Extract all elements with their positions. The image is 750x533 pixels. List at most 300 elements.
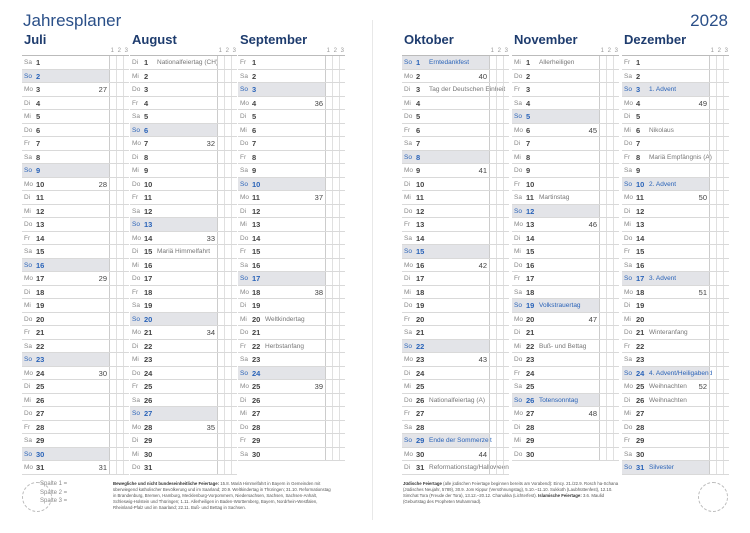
check-columns[interactable] <box>217 326 237 339</box>
day-row[interactable] <box>22 218 129 232</box>
day-row[interactable] <box>238 407 345 421</box>
day-row[interactable] <box>622 313 729 327</box>
check-columns[interactable] <box>217 97 237 110</box>
day-row[interactable] <box>22 137 129 151</box>
check-columns[interactable] <box>217 137 237 150</box>
check-columns[interactable] <box>217 353 237 366</box>
day-row[interactable] <box>22 259 129 273</box>
check-columns[interactable] <box>109 151 129 164</box>
day-row[interactable] <box>238 434 345 448</box>
check-columns[interactable] <box>489 205 509 218</box>
check-columns[interactable] <box>217 205 237 218</box>
day-row[interactable] <box>402 326 509 340</box>
day-row[interactable] <box>402 448 509 462</box>
check-columns[interactable] <box>599 245 619 258</box>
day-row[interactable] <box>402 137 509 151</box>
check-columns[interactable] <box>709 421 729 434</box>
check-columns[interactable] <box>217 272 237 285</box>
day-row[interactable] <box>22 299 129 313</box>
day-row[interactable] <box>238 137 345 151</box>
check-columns[interactable] <box>599 178 619 191</box>
day-row[interactable] <box>402 245 509 259</box>
day-row[interactable] <box>238 326 345 340</box>
check-columns[interactable] <box>599 97 619 110</box>
day-row[interactable] <box>512 56 619 70</box>
check-columns[interactable] <box>599 380 619 393</box>
day-row[interactable] <box>622 191 729 205</box>
day-row[interactable] <box>22 245 129 259</box>
day-row[interactable] <box>22 70 129 84</box>
check-columns[interactable] <box>489 340 509 353</box>
day-row[interactable] <box>402 164 509 178</box>
day-row[interactable] <box>402 407 509 421</box>
check-columns[interactable] <box>325 151 345 164</box>
check-columns[interactable] <box>109 461 129 474</box>
day-row[interactable] <box>238 299 345 313</box>
day-row[interactable] <box>402 124 509 138</box>
check-columns[interactable] <box>325 326 345 339</box>
check-columns[interactable] <box>709 232 729 245</box>
check-columns[interactable] <box>109 313 129 326</box>
check-columns[interactable] <box>709 299 729 312</box>
day-row[interactable] <box>130 151 237 165</box>
day-row[interactable] <box>22 407 129 421</box>
day-row[interactable] <box>22 56 129 70</box>
check-columns[interactable] <box>325 394 345 407</box>
check-columns[interactable] <box>109 421 129 434</box>
check-columns[interactable] <box>489 191 509 204</box>
check-columns[interactable] <box>217 56 237 69</box>
check-columns[interactable] <box>709 434 729 447</box>
check-columns[interactable] <box>489 461 509 474</box>
check-columns[interactable] <box>109 218 129 231</box>
day-row[interactable] <box>622 461 729 475</box>
check-columns[interactable] <box>325 191 345 204</box>
check-columns[interactable] <box>325 83 345 96</box>
check-columns[interactable] <box>217 448 237 461</box>
check-columns[interactable] <box>217 124 237 137</box>
check-columns[interactable] <box>217 380 237 393</box>
day-row[interactable] <box>622 83 729 97</box>
day-row[interactable] <box>622 380 729 394</box>
day-row[interactable] <box>238 56 345 70</box>
check-columns[interactable] <box>599 151 619 164</box>
day-row[interactable] <box>238 232 345 246</box>
check-columns[interactable] <box>489 448 509 461</box>
check-columns[interactable] <box>217 83 237 96</box>
day-row[interactable] <box>22 340 129 354</box>
check-columns[interactable] <box>489 83 509 96</box>
day-row[interactable] <box>402 56 509 70</box>
day-row[interactable] <box>402 205 509 219</box>
check-columns[interactable] <box>599 191 619 204</box>
check-columns[interactable] <box>109 245 129 258</box>
day-row[interactable] <box>238 272 345 286</box>
day-row[interactable] <box>622 394 729 408</box>
check-columns[interactable] <box>325 164 345 177</box>
day-row[interactable] <box>402 218 509 232</box>
day-row[interactable] <box>402 232 509 246</box>
day-row[interactable] <box>622 56 729 70</box>
day-row[interactable] <box>402 191 509 205</box>
check-columns[interactable] <box>489 97 509 110</box>
check-columns[interactable] <box>325 353 345 366</box>
check-columns[interactable] <box>709 245 729 258</box>
day-row[interactable] <box>238 421 345 435</box>
day-row[interactable] <box>22 110 129 124</box>
day-row[interactable] <box>22 97 129 111</box>
day-row[interactable] <box>130 259 237 273</box>
check-columns[interactable] <box>709 151 729 164</box>
day-row[interactable] <box>622 205 729 219</box>
day-row[interactable] <box>238 286 345 300</box>
day-row[interactable] <box>402 380 509 394</box>
check-columns[interactable] <box>325 137 345 150</box>
check-columns[interactable] <box>325 340 345 353</box>
day-row[interactable] <box>238 191 345 205</box>
check-columns[interactable] <box>325 124 345 137</box>
day-row[interactable] <box>512 97 619 111</box>
day-row[interactable] <box>512 340 619 354</box>
day-row[interactable] <box>130 178 237 192</box>
check-columns[interactable] <box>599 286 619 299</box>
day-row[interactable] <box>512 218 619 232</box>
day-row[interactable] <box>22 272 129 286</box>
check-columns[interactable] <box>217 232 237 245</box>
check-columns[interactable] <box>109 259 129 272</box>
day-row[interactable] <box>238 205 345 219</box>
check-columns[interactable] <box>325 70 345 83</box>
day-row[interactable] <box>130 340 237 354</box>
day-row[interactable] <box>22 380 129 394</box>
check-columns[interactable] <box>217 367 237 380</box>
check-columns[interactable] <box>109 299 129 312</box>
check-columns[interactable] <box>709 340 729 353</box>
day-row[interactable] <box>130 205 237 219</box>
check-columns[interactable] <box>217 110 237 123</box>
check-columns[interactable] <box>599 407 619 420</box>
day-row[interactable] <box>622 259 729 273</box>
day-row[interactable] <box>22 313 129 327</box>
day-row[interactable] <box>130 434 237 448</box>
check-columns[interactable] <box>109 164 129 177</box>
check-columns[interactable] <box>325 367 345 380</box>
check-columns[interactable] <box>109 70 129 83</box>
check-columns[interactable] <box>325 448 345 461</box>
check-columns[interactable] <box>217 245 237 258</box>
day-row[interactable] <box>130 421 237 435</box>
check-columns[interactable] <box>109 97 129 110</box>
day-row[interactable] <box>512 407 619 421</box>
check-columns[interactable] <box>709 124 729 137</box>
day-row[interactable] <box>512 434 619 448</box>
day-row[interactable] <box>622 97 729 111</box>
check-columns[interactable] <box>709 394 729 407</box>
check-columns[interactable] <box>599 394 619 407</box>
day-row[interactable] <box>512 367 619 381</box>
day-row[interactable] <box>622 218 729 232</box>
check-columns[interactable] <box>217 421 237 434</box>
check-columns[interactable] <box>489 110 509 123</box>
day-row[interactable] <box>130 124 237 138</box>
check-columns[interactable] <box>489 218 509 231</box>
check-columns[interactable] <box>709 97 729 110</box>
check-columns[interactable] <box>109 110 129 123</box>
day-row[interactable] <box>22 191 129 205</box>
check-columns[interactable] <box>109 124 129 137</box>
check-columns[interactable] <box>709 367 729 380</box>
day-row[interactable] <box>512 164 619 178</box>
day-row[interactable] <box>512 353 619 367</box>
check-columns[interactable] <box>109 286 129 299</box>
day-row[interactable] <box>238 97 345 111</box>
check-columns[interactable] <box>217 461 237 474</box>
check-columns[interactable] <box>489 367 509 380</box>
day-row[interactable] <box>130 97 237 111</box>
check-columns[interactable] <box>325 56 345 69</box>
check-columns[interactable] <box>709 83 729 96</box>
day-row[interactable] <box>130 299 237 313</box>
check-columns[interactable] <box>489 299 509 312</box>
day-row[interactable] <box>238 313 345 327</box>
check-columns[interactable] <box>709 218 729 231</box>
check-columns[interactable] <box>109 178 129 191</box>
check-columns[interactable] <box>217 164 237 177</box>
check-columns[interactable] <box>325 313 345 326</box>
day-row[interactable] <box>402 353 509 367</box>
day-row[interactable] <box>402 272 509 286</box>
check-columns[interactable] <box>325 232 345 245</box>
day-row[interactable] <box>402 340 509 354</box>
check-columns[interactable] <box>709 56 729 69</box>
check-columns[interactable] <box>599 313 619 326</box>
check-columns[interactable] <box>109 205 129 218</box>
day-row[interactable] <box>22 286 129 300</box>
check-columns[interactable] <box>489 407 509 420</box>
day-row[interactable] <box>622 434 729 448</box>
day-row[interactable] <box>622 367 729 381</box>
check-columns[interactable] <box>489 272 509 285</box>
day-row[interactable] <box>402 434 509 448</box>
check-columns[interactable] <box>109 326 129 339</box>
check-columns[interactable] <box>217 434 237 447</box>
check-columns[interactable] <box>709 164 729 177</box>
day-row[interactable] <box>622 407 729 421</box>
check-columns[interactable] <box>709 286 729 299</box>
day-row[interactable] <box>238 124 345 138</box>
day-row[interactable] <box>512 124 619 138</box>
day-row[interactable] <box>130 407 237 421</box>
day-row[interactable] <box>622 178 729 192</box>
check-columns[interactable] <box>325 299 345 312</box>
check-columns[interactable] <box>599 164 619 177</box>
day-row[interactable] <box>238 70 345 84</box>
day-row[interactable] <box>622 137 729 151</box>
check-columns[interactable] <box>599 421 619 434</box>
day-row[interactable] <box>130 272 237 286</box>
check-columns[interactable] <box>217 313 237 326</box>
check-columns[interactable] <box>489 245 509 258</box>
day-row[interactable] <box>130 232 237 246</box>
check-columns[interactable] <box>109 394 129 407</box>
day-row[interactable] <box>22 394 129 408</box>
day-row[interactable] <box>512 313 619 327</box>
day-row[interactable] <box>512 286 619 300</box>
check-columns[interactable] <box>109 380 129 393</box>
day-row[interactable] <box>402 83 509 97</box>
check-columns[interactable] <box>489 56 509 69</box>
check-columns[interactable] <box>599 83 619 96</box>
day-row[interactable] <box>22 421 129 435</box>
check-columns[interactable] <box>109 56 129 69</box>
day-row[interactable] <box>238 178 345 192</box>
day-row[interactable] <box>402 421 509 435</box>
check-columns[interactable] <box>599 299 619 312</box>
check-columns[interactable] <box>217 178 237 191</box>
day-row[interactable] <box>238 394 345 408</box>
day-row[interactable] <box>402 178 509 192</box>
check-columns[interactable] <box>217 286 237 299</box>
check-columns[interactable] <box>325 272 345 285</box>
day-row[interactable] <box>512 394 619 408</box>
day-row[interactable] <box>130 56 237 70</box>
day-row[interactable] <box>512 151 619 165</box>
day-row[interactable] <box>622 124 729 138</box>
check-columns[interactable] <box>599 326 619 339</box>
day-row[interactable] <box>22 448 129 462</box>
day-row[interactable] <box>130 110 237 124</box>
check-columns[interactable] <box>489 137 509 150</box>
check-columns[interactable] <box>709 326 729 339</box>
check-columns[interactable] <box>709 205 729 218</box>
day-row[interactable] <box>512 191 619 205</box>
day-row[interactable] <box>622 245 729 259</box>
check-columns[interactable] <box>709 353 729 366</box>
check-columns[interactable] <box>325 218 345 231</box>
check-columns[interactable] <box>325 380 345 393</box>
day-row[interactable] <box>22 461 129 475</box>
day-row[interactable] <box>512 137 619 151</box>
day-row[interactable] <box>622 299 729 313</box>
day-row[interactable] <box>130 137 237 151</box>
check-columns[interactable] <box>109 367 129 380</box>
check-columns[interactable] <box>709 137 729 150</box>
day-row[interactable] <box>130 326 237 340</box>
check-columns[interactable] <box>599 448 619 461</box>
day-row[interactable] <box>238 151 345 165</box>
day-row[interactable] <box>402 367 509 381</box>
check-columns[interactable] <box>109 448 129 461</box>
day-row[interactable] <box>130 380 237 394</box>
check-columns[interactable] <box>109 340 129 353</box>
day-row[interactable] <box>622 448 729 462</box>
check-columns[interactable] <box>489 326 509 339</box>
check-columns[interactable] <box>109 272 129 285</box>
check-columns[interactable] <box>599 137 619 150</box>
day-row[interactable] <box>238 83 345 97</box>
check-columns[interactable] <box>489 286 509 299</box>
check-columns[interactable] <box>489 124 509 137</box>
day-row[interactable] <box>130 313 237 327</box>
check-columns[interactable] <box>109 407 129 420</box>
check-columns[interactable] <box>217 70 237 83</box>
check-columns[interactable] <box>709 272 729 285</box>
check-columns[interactable] <box>489 70 509 83</box>
day-row[interactable] <box>512 178 619 192</box>
check-columns[interactable] <box>325 421 345 434</box>
check-columns[interactable] <box>217 394 237 407</box>
check-columns[interactable] <box>217 218 237 231</box>
day-row[interactable] <box>402 259 509 273</box>
check-columns[interactable] <box>489 313 509 326</box>
check-columns[interactable] <box>325 286 345 299</box>
day-row[interactable] <box>402 151 509 165</box>
day-row[interactable] <box>130 286 237 300</box>
check-columns[interactable] <box>325 110 345 123</box>
day-row[interactable] <box>22 124 129 138</box>
day-row[interactable] <box>22 178 129 192</box>
day-row[interactable] <box>622 151 729 165</box>
check-columns[interactable] <box>709 259 729 272</box>
check-columns[interactable] <box>709 70 729 83</box>
check-columns[interactable] <box>489 259 509 272</box>
day-row[interactable] <box>130 367 237 381</box>
day-row[interactable] <box>622 70 729 84</box>
day-row[interactable] <box>130 245 237 259</box>
day-row[interactable] <box>130 218 237 232</box>
check-columns[interactable] <box>709 448 729 461</box>
day-row[interactable] <box>512 83 619 97</box>
day-row[interactable] <box>512 259 619 273</box>
day-row[interactable] <box>238 353 345 367</box>
day-row[interactable] <box>238 367 345 381</box>
day-row[interactable] <box>512 205 619 219</box>
check-columns[interactable] <box>109 434 129 447</box>
day-row[interactable] <box>22 151 129 165</box>
day-row[interactable] <box>512 421 619 435</box>
day-row[interactable] <box>622 272 729 286</box>
day-row[interactable] <box>130 83 237 97</box>
day-row[interactable] <box>130 164 237 178</box>
day-row[interactable] <box>622 353 729 367</box>
check-columns[interactable] <box>325 434 345 447</box>
check-columns[interactable] <box>599 434 619 447</box>
check-columns[interactable] <box>709 461 729 474</box>
day-row[interactable] <box>238 259 345 273</box>
day-row[interactable] <box>238 218 345 232</box>
check-columns[interactable] <box>709 178 729 191</box>
check-columns[interactable] <box>599 205 619 218</box>
day-row[interactable] <box>130 70 237 84</box>
check-columns[interactable] <box>599 232 619 245</box>
day-row[interactable] <box>622 110 729 124</box>
check-columns[interactable] <box>109 353 129 366</box>
day-row[interactable] <box>130 353 237 367</box>
day-row[interactable] <box>512 70 619 84</box>
day-row[interactable] <box>512 232 619 246</box>
day-row[interactable] <box>22 205 129 219</box>
check-columns[interactable] <box>489 232 509 245</box>
check-columns[interactable] <box>489 434 509 447</box>
check-columns[interactable] <box>599 340 619 353</box>
day-row[interactable] <box>130 191 237 205</box>
check-columns[interactable] <box>325 205 345 218</box>
check-columns[interactable] <box>217 191 237 204</box>
day-row[interactable] <box>402 110 509 124</box>
day-row[interactable] <box>512 299 619 313</box>
day-row[interactable] <box>22 353 129 367</box>
check-columns[interactable] <box>489 178 509 191</box>
